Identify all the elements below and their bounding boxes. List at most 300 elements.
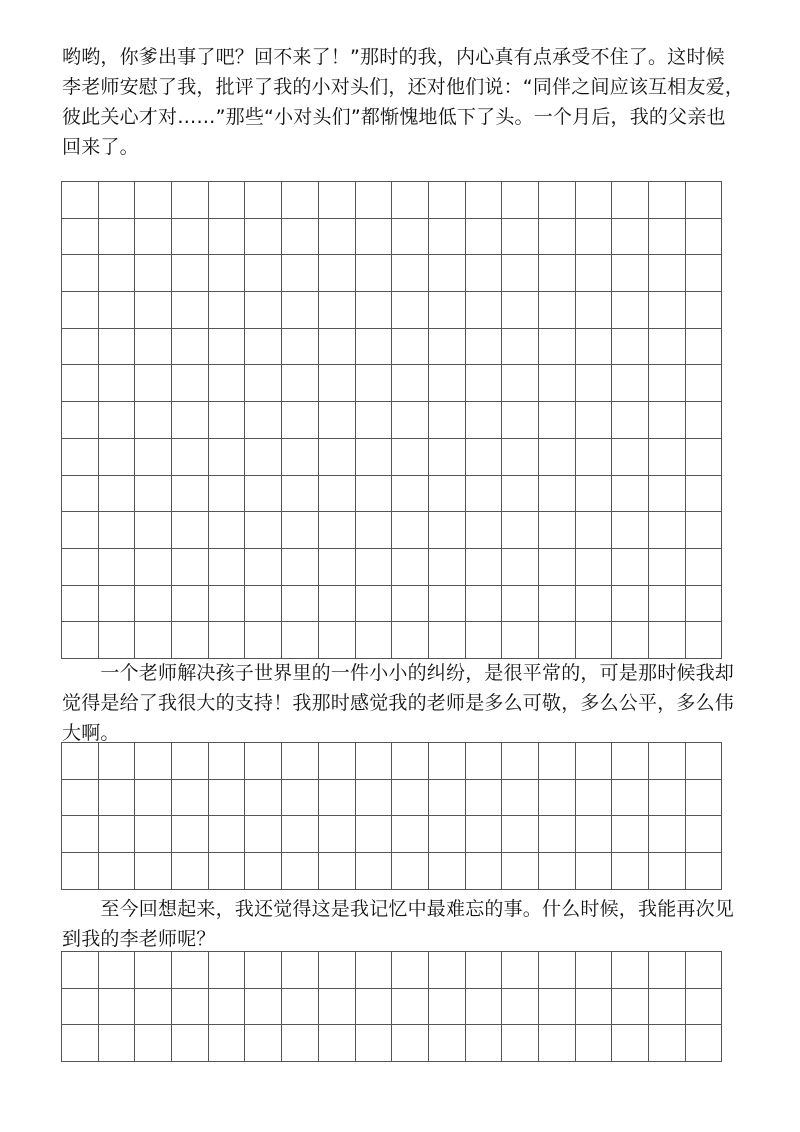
grid-cell bbox=[576, 365, 613, 402]
grid-cell bbox=[99, 402, 136, 439]
grid-cell bbox=[686, 780, 723, 817]
grid-cell bbox=[319, 292, 356, 329]
grid-cell bbox=[245, 622, 282, 659]
grid-cell bbox=[612, 182, 649, 219]
grid-cell bbox=[429, 255, 466, 292]
grid-row bbox=[62, 476, 722, 513]
grid-cell bbox=[99, 292, 136, 329]
grid-cell bbox=[429, 439, 466, 476]
grid-row bbox=[62, 182, 722, 219]
grid-cell bbox=[99, 622, 136, 659]
grid-cell bbox=[209, 549, 246, 586]
grid-cell bbox=[429, 622, 466, 659]
grid-cell bbox=[245, 549, 282, 586]
grid-cell bbox=[612, 549, 649, 586]
grid-row bbox=[62, 219, 722, 256]
grid-cell bbox=[576, 402, 613, 439]
grid-row bbox=[62, 365, 722, 402]
paragraph-line: 大啊。 bbox=[62, 722, 120, 744]
grid-row bbox=[62, 622, 722, 659]
grid-cell bbox=[319, 439, 356, 476]
grid-cell bbox=[649, 1025, 686, 1062]
grid-cell bbox=[502, 182, 539, 219]
grid-cell bbox=[319, 743, 356, 780]
grid-cell bbox=[539, 549, 576, 586]
grid-cell bbox=[62, 255, 99, 292]
grid-cell bbox=[576, 952, 613, 989]
grid-cell bbox=[502, 989, 539, 1026]
grid-cell bbox=[319, 402, 356, 439]
grid-cell bbox=[649, 329, 686, 366]
grid-cell bbox=[576, 329, 613, 366]
grid-cell bbox=[282, 476, 319, 513]
writing-grid-1 bbox=[61, 181, 722, 659]
grid-cell bbox=[649, 365, 686, 402]
grid-cell bbox=[135, 743, 172, 780]
grid-cell bbox=[466, 292, 503, 329]
grid-cell bbox=[686, 365, 723, 402]
grid-cell bbox=[135, 989, 172, 1026]
grid-cell bbox=[99, 989, 136, 1026]
grid-cell bbox=[135, 952, 172, 989]
grid-cell bbox=[62, 549, 99, 586]
grid-cell bbox=[172, 292, 209, 329]
grid-cell bbox=[686, 182, 723, 219]
grid-cell bbox=[356, 292, 393, 329]
grid-cell bbox=[539, 512, 576, 549]
grid-cell bbox=[209, 622, 246, 659]
grid-cell bbox=[356, 853, 393, 890]
grid-cell bbox=[135, 439, 172, 476]
grid-cell bbox=[612, 586, 649, 623]
grid-cell bbox=[245, 816, 282, 853]
grid-cell bbox=[466, 402, 503, 439]
grid-cell bbox=[99, 255, 136, 292]
grid-cell bbox=[576, 586, 613, 623]
grid-row bbox=[62, 1025, 722, 1062]
grid-cell bbox=[686, 1025, 723, 1062]
grid-cell bbox=[99, 780, 136, 817]
grid-cell bbox=[62, 219, 99, 256]
grid-cell bbox=[282, 780, 319, 817]
grid-cell bbox=[392, 743, 429, 780]
grid-cell bbox=[319, 255, 356, 292]
grid-cell bbox=[245, 402, 282, 439]
grid-row bbox=[62, 586, 722, 623]
grid-cell bbox=[612, 365, 649, 402]
grid-cell bbox=[99, 219, 136, 256]
grid-cell bbox=[356, 476, 393, 513]
grid-cell bbox=[429, 853, 466, 890]
grid-cell bbox=[245, 780, 282, 817]
grid-cell bbox=[502, 1025, 539, 1062]
grid-cell bbox=[576, 219, 613, 256]
grid-cell bbox=[392, 402, 429, 439]
grid-cell bbox=[282, 816, 319, 853]
grid-cell bbox=[209, 476, 246, 513]
grid-cell bbox=[62, 816, 99, 853]
grid-cell bbox=[209, 743, 246, 780]
grid-cell bbox=[209, 853, 246, 890]
grid-cell bbox=[245, 476, 282, 513]
grid-cell bbox=[135, 586, 172, 623]
grid-cell bbox=[429, 989, 466, 1026]
grid-cell bbox=[392, 622, 429, 659]
grid-row bbox=[62, 780, 722, 817]
grid-cell bbox=[99, 476, 136, 513]
grid-cell bbox=[539, 952, 576, 989]
grid-cell bbox=[99, 365, 136, 402]
grid-cell bbox=[612, 329, 649, 366]
grid-cell bbox=[686, 329, 723, 366]
grid-cell bbox=[429, 780, 466, 817]
grid-cell bbox=[466, 476, 503, 513]
grid-cell bbox=[209, 1025, 246, 1062]
grid-cell bbox=[539, 476, 576, 513]
grid-cell bbox=[172, 622, 209, 659]
grid-cell bbox=[502, 853, 539, 890]
grid-cell bbox=[429, 743, 466, 780]
grid-cell bbox=[576, 292, 613, 329]
grid-cell bbox=[576, 743, 613, 780]
grid-cell bbox=[612, 255, 649, 292]
grid-cell bbox=[686, 402, 723, 439]
grid-cell bbox=[429, 476, 466, 513]
grid-cell bbox=[429, 365, 466, 402]
grid-cell bbox=[62, 512, 99, 549]
grid-cell bbox=[135, 549, 172, 586]
grid-cell bbox=[576, 853, 613, 890]
grid-cell bbox=[282, 549, 319, 586]
grid-cell bbox=[62, 476, 99, 513]
grid-cell bbox=[356, 743, 393, 780]
grid-row bbox=[62, 292, 722, 329]
grid-cell bbox=[62, 853, 99, 890]
grid-cell bbox=[62, 182, 99, 219]
grid-cell bbox=[62, 586, 99, 623]
grid-cell bbox=[392, 780, 429, 817]
grid-cell bbox=[429, 182, 466, 219]
grid-cell bbox=[172, 329, 209, 366]
grid-cell bbox=[282, 512, 319, 549]
grid-cell bbox=[319, 476, 356, 513]
grid-cell bbox=[319, 365, 356, 402]
grid-cell bbox=[245, 743, 282, 780]
grid-cell bbox=[392, 365, 429, 402]
grid-cell bbox=[429, 329, 466, 366]
grid-cell bbox=[502, 476, 539, 513]
grid-cell bbox=[612, 989, 649, 1026]
grid-cell bbox=[612, 219, 649, 256]
grid-cell bbox=[319, 586, 356, 623]
grid-cell bbox=[99, 549, 136, 586]
grid-cell bbox=[356, 329, 393, 366]
grid-cell bbox=[686, 622, 723, 659]
grid-cell bbox=[209, 255, 246, 292]
grid-cell bbox=[466, 622, 503, 659]
grid-cell bbox=[172, 255, 209, 292]
grid-cell bbox=[135, 816, 172, 853]
paragraph-line: 回来了。 bbox=[62, 136, 139, 158]
grid-cell bbox=[99, 512, 136, 549]
grid-cell bbox=[62, 402, 99, 439]
grid-cell bbox=[99, 586, 136, 623]
grid-cell bbox=[686, 292, 723, 329]
grid-cell bbox=[466, 549, 503, 586]
grid-cell bbox=[429, 1025, 466, 1062]
grid-cell bbox=[319, 952, 356, 989]
grid-cell bbox=[539, 219, 576, 256]
paragraph-line: 至今回想起来，我还觉得这是我记忆中最难忘的事。什么时候，我能再次见 bbox=[62, 898, 735, 920]
grid-cell bbox=[686, 512, 723, 549]
grid-cell bbox=[539, 853, 576, 890]
grid-cell bbox=[99, 816, 136, 853]
grid-cell bbox=[649, 219, 686, 256]
grid-cell bbox=[502, 512, 539, 549]
grid-row bbox=[62, 989, 722, 1026]
grid-cell bbox=[429, 219, 466, 256]
grid-cell bbox=[282, 1025, 319, 1062]
paragraph-1 bbox=[62, 42, 745, 162]
paragraph-line: 彼此关心才对……”那些“小对头们”都惭愧地低下了头。一个月后，我的父亲也 bbox=[62, 106, 726, 128]
grid-cell bbox=[282, 255, 319, 292]
grid-cell bbox=[502, 586, 539, 623]
grid-cell bbox=[172, 512, 209, 549]
grid-cell bbox=[392, 853, 429, 890]
grid-cell bbox=[356, 439, 393, 476]
grid-cell bbox=[62, 439, 99, 476]
grid-cell bbox=[245, 439, 282, 476]
grid-cell bbox=[209, 952, 246, 989]
grid-cell bbox=[466, 952, 503, 989]
grid-cell bbox=[392, 329, 429, 366]
grid-cell bbox=[466, 743, 503, 780]
grid-cell bbox=[392, 549, 429, 586]
grid-cell bbox=[539, 329, 576, 366]
grid-cell bbox=[612, 622, 649, 659]
grid-cell bbox=[649, 439, 686, 476]
grid-cell bbox=[686, 549, 723, 586]
grid-cell bbox=[576, 476, 613, 513]
grid-cell bbox=[466, 219, 503, 256]
grid-cell bbox=[356, 780, 393, 817]
grid-cell bbox=[576, 439, 613, 476]
grid-row bbox=[62, 329, 722, 366]
grid-cell bbox=[319, 853, 356, 890]
grid-cell bbox=[392, 816, 429, 853]
grid-cell bbox=[62, 329, 99, 366]
grid-cell bbox=[135, 402, 172, 439]
paragraph-2 bbox=[62, 658, 742, 748]
grid-cell bbox=[172, 182, 209, 219]
grid-cell bbox=[539, 182, 576, 219]
grid-cell bbox=[209, 329, 246, 366]
grid-cell bbox=[539, 292, 576, 329]
grid-cell bbox=[502, 439, 539, 476]
grid-cell bbox=[576, 182, 613, 219]
grid-cell bbox=[245, 586, 282, 623]
grid-cell bbox=[282, 439, 319, 476]
grid-cell bbox=[502, 549, 539, 586]
grid-cell bbox=[282, 622, 319, 659]
grid-cell bbox=[539, 439, 576, 476]
grid-cell bbox=[172, 586, 209, 623]
paragraph-line: 李老师安慰了我，批评了我的小对头们，还对他们说：“同伴之间应该互相友爱， bbox=[62, 76, 745, 98]
grid-row bbox=[62, 853, 722, 890]
grid-cell bbox=[392, 439, 429, 476]
grid-cell bbox=[62, 292, 99, 329]
grid-cell bbox=[319, 182, 356, 219]
grid-cell bbox=[99, 439, 136, 476]
grid-cell bbox=[62, 622, 99, 659]
grid-cell bbox=[209, 816, 246, 853]
grid-cell bbox=[135, 255, 172, 292]
grid-cell bbox=[172, 1025, 209, 1062]
grid-cell bbox=[319, 549, 356, 586]
grid-cell bbox=[392, 219, 429, 256]
grid-cell bbox=[172, 743, 209, 780]
grid-cell bbox=[245, 952, 282, 989]
grid-cell bbox=[429, 292, 466, 329]
grid-cell bbox=[392, 1025, 429, 1062]
grid-cell bbox=[392, 512, 429, 549]
grid-cell bbox=[135, 329, 172, 366]
grid-cell bbox=[209, 512, 246, 549]
grid-cell bbox=[576, 989, 613, 1026]
grid-cell bbox=[172, 816, 209, 853]
grid-cell bbox=[209, 219, 246, 256]
grid-cell bbox=[686, 476, 723, 513]
grid-cell bbox=[62, 989, 99, 1026]
grid-cell bbox=[539, 780, 576, 817]
grid-cell bbox=[282, 329, 319, 366]
grid-cell bbox=[392, 989, 429, 1026]
grid-cell bbox=[356, 512, 393, 549]
grid-cell bbox=[502, 402, 539, 439]
grid-cell bbox=[649, 622, 686, 659]
grid-cell bbox=[245, 853, 282, 890]
grid-cell bbox=[649, 292, 686, 329]
grid-cell bbox=[209, 586, 246, 623]
grid-row bbox=[62, 743, 722, 780]
grid-cell bbox=[245, 989, 282, 1026]
grid-cell bbox=[686, 255, 723, 292]
grid-cell bbox=[172, 219, 209, 256]
grid-cell bbox=[686, 989, 723, 1026]
grid-cell bbox=[649, 512, 686, 549]
grid-row bbox=[62, 549, 722, 586]
grid-cell bbox=[649, 743, 686, 780]
grid-cell bbox=[356, 365, 393, 402]
grid-cell bbox=[245, 1025, 282, 1062]
grid-cell bbox=[209, 989, 246, 1026]
grid-cell bbox=[576, 1025, 613, 1062]
grid-cell bbox=[576, 622, 613, 659]
grid-cell bbox=[429, 952, 466, 989]
grid-cell bbox=[466, 989, 503, 1026]
paragraph-3 bbox=[62, 894, 742, 954]
paragraph-line: 一个老师解决孩子世界里的一件小小的纠纷，是很平常的，可是那时候我却 bbox=[62, 662, 735, 684]
grid-cell bbox=[319, 989, 356, 1026]
grid-cell bbox=[466, 586, 503, 623]
grid-cell bbox=[209, 402, 246, 439]
grid-cell bbox=[356, 182, 393, 219]
grid-cell bbox=[356, 586, 393, 623]
grid-cell bbox=[612, 402, 649, 439]
grid-cell bbox=[686, 816, 723, 853]
grid-cell bbox=[502, 743, 539, 780]
grid-cell bbox=[209, 439, 246, 476]
grid-cell bbox=[392, 292, 429, 329]
grid-cell bbox=[576, 512, 613, 549]
grid-cell bbox=[466, 182, 503, 219]
grid-cell bbox=[612, 952, 649, 989]
grid-cell bbox=[649, 182, 686, 219]
grid-cell bbox=[686, 219, 723, 256]
grid-cell bbox=[612, 512, 649, 549]
grid-cell bbox=[612, 1025, 649, 1062]
grid-cell bbox=[135, 182, 172, 219]
grid-cell bbox=[172, 780, 209, 817]
grid-cell bbox=[99, 329, 136, 366]
grid-cell bbox=[356, 255, 393, 292]
grid-cell bbox=[392, 586, 429, 623]
grid-cell bbox=[356, 989, 393, 1026]
grid-cell bbox=[649, 476, 686, 513]
grid-cell bbox=[135, 622, 172, 659]
grid-cell bbox=[319, 512, 356, 549]
grid-cell bbox=[245, 512, 282, 549]
grid-cell bbox=[649, 402, 686, 439]
grid-row bbox=[62, 439, 722, 476]
grid-cell bbox=[62, 365, 99, 402]
grid-cell bbox=[356, 402, 393, 439]
grid-cell bbox=[99, 743, 136, 780]
grid-cell bbox=[135, 365, 172, 402]
grid-cell bbox=[209, 292, 246, 329]
grid-cell bbox=[649, 586, 686, 623]
grid-cell bbox=[502, 329, 539, 366]
writing-grid-2 bbox=[61, 742, 722, 890]
grid-cell bbox=[686, 853, 723, 890]
grid-cell bbox=[209, 182, 246, 219]
grid-cell bbox=[502, 780, 539, 817]
grid-cell bbox=[356, 549, 393, 586]
grid-cell bbox=[62, 743, 99, 780]
grid-cell bbox=[356, 816, 393, 853]
grid-cell bbox=[245, 329, 282, 366]
paragraph-line: 到我的李老师呢？ bbox=[62, 928, 216, 950]
grid-cell bbox=[172, 549, 209, 586]
grid-cell bbox=[686, 439, 723, 476]
grid-cell bbox=[466, 816, 503, 853]
grid-cell bbox=[539, 989, 576, 1026]
grid-cell bbox=[282, 219, 319, 256]
grid-cell bbox=[392, 476, 429, 513]
grid-cell bbox=[282, 182, 319, 219]
grid-cell bbox=[356, 952, 393, 989]
grid-cell bbox=[62, 952, 99, 989]
grid-cell bbox=[649, 549, 686, 586]
grid-cell bbox=[356, 219, 393, 256]
grid-cell bbox=[686, 952, 723, 989]
grid-cell bbox=[539, 586, 576, 623]
grid-row bbox=[62, 402, 722, 439]
grid-cell bbox=[576, 549, 613, 586]
grid-cell bbox=[649, 816, 686, 853]
grid-cell bbox=[135, 1025, 172, 1062]
grid-cell bbox=[99, 952, 136, 989]
